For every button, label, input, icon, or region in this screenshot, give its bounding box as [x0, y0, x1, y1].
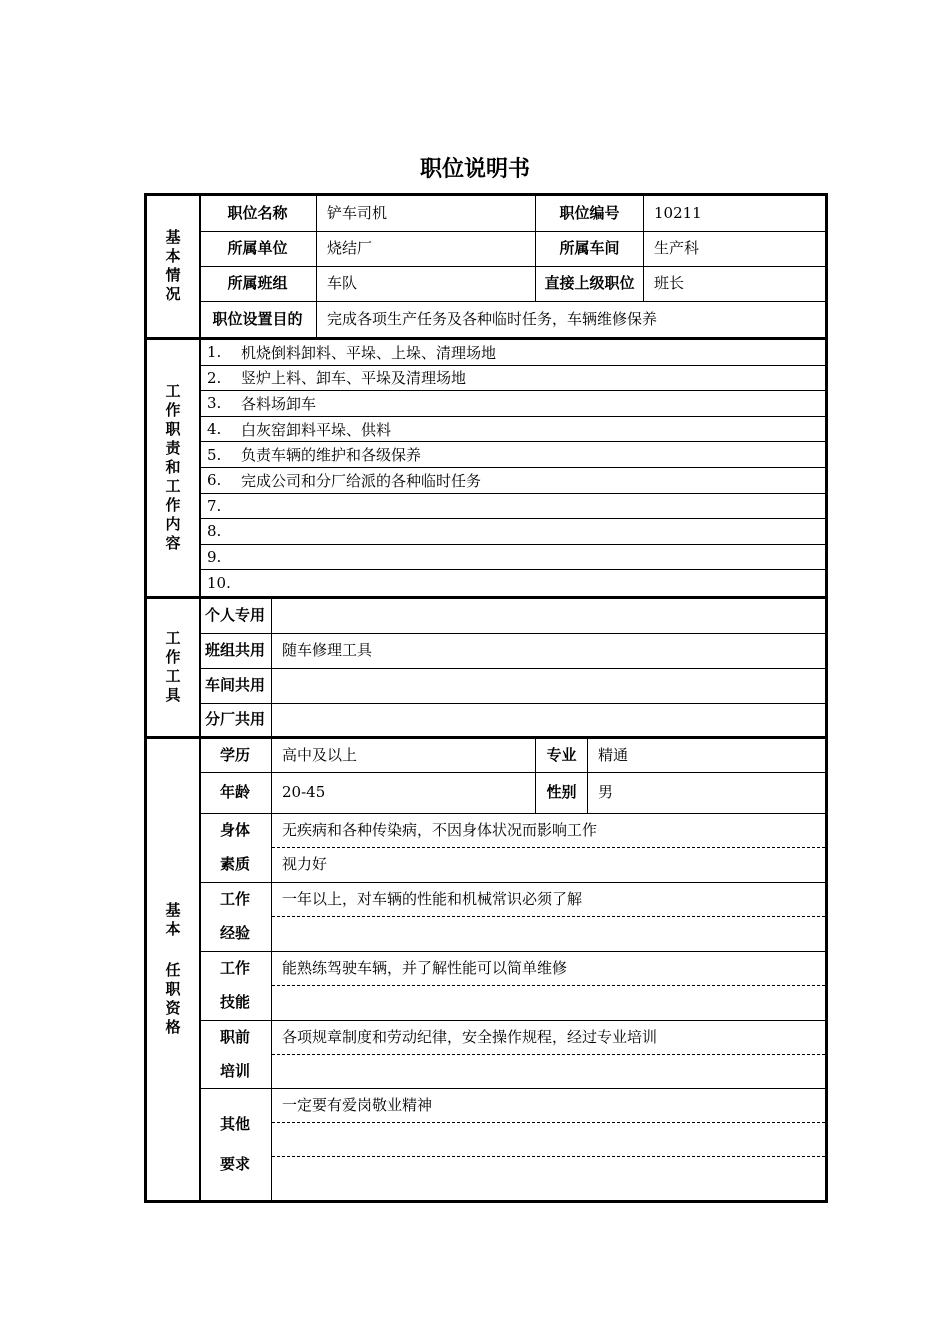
tool-value — [272, 669, 825, 703]
physical-row — [199, 814, 825, 883]
gender-label: 性别 — [536, 773, 588, 813]
physical-line: 视力好 — [282, 855, 328, 874]
experience-row — [199, 883, 825, 952]
tool-value — [272, 704, 825, 736]
skills-row — [199, 952, 825, 1021]
team-label: 所属班组 — [199, 267, 317, 301]
other-row — [199, 1089, 825, 1200]
duty-row — [199, 417, 825, 443]
purpose-label: 职位设置目的 — [199, 302, 317, 337]
duty-row — [199, 366, 825, 392]
tool-value: 随车修理工具 — [282, 641, 373, 660]
duties-section — [147, 340, 825, 599]
experience-value — [272, 883, 825, 951]
training-line — [272, 1055, 825, 1089]
page-title: 职位说明书 — [419, 157, 530, 182]
other-line — [272, 1123, 825, 1157]
skills-line: 能熟练驾驶车辆，并了解性能可以简单维修 — [272, 952, 825, 986]
tool-row-personal — [199, 599, 825, 634]
duty-row — [199, 340, 825, 366]
position-name-label: 职位名称 — [199, 196, 317, 231]
position-code-label: 职位编号 — [536, 196, 644, 231]
basic-row-3 — [199, 267, 825, 302]
duty-text: 负责车辆的维护和各级保养 — [241, 446, 422, 465]
duty-number: 8. — [207, 522, 222, 541]
basic-row-2 — [199, 232, 825, 267]
tool-label: 车间共用 — [199, 669, 272, 703]
workshop-value: 生产科 — [654, 239, 700, 258]
tools-section — [147, 599, 825, 739]
duty-number: 7. — [207, 496, 222, 515]
tool-row-factory — [199, 704, 825, 736]
tool-label: 个人专用 — [199, 599, 272, 633]
training-label: 职前 培训 — [199, 1021, 272, 1088]
tools-side-label: 工作工具 — [147, 599, 201, 736]
age-label: 年龄 — [199, 773, 272, 813]
age-value: 20-45 — [272, 773, 536, 813]
duty-number: 9. — [207, 548, 222, 567]
job-description-table — [144, 193, 828, 1203]
other-label: 其他 要求 — [199, 1089, 272, 1200]
education-value: 高中及以上 — [272, 739, 536, 772]
workshop-label: 所属车间 — [536, 232, 644, 266]
duty-text: 白灰窑卸料平垛、供料 — [241, 420, 392, 439]
basic-info-side-label: 基本情况 — [147, 196, 201, 337]
duty-number: 2. — [207, 368, 222, 387]
physical-label: 身体 素质 — [199, 814, 272, 882]
major-value: 精通 — [598, 745, 629, 764]
training-line: 各项规章制度和劳动纪律，安全操作规程，经过专业培训 — [272, 1021, 825, 1055]
duty-row — [199, 570, 825, 596]
education-row — [199, 739, 825, 773]
gender-value: 男 — [598, 783, 614, 802]
superior-value: 班长 — [654, 274, 685, 293]
unit-label: 所属单位 — [199, 232, 317, 266]
age-row — [199, 773, 825, 814]
duty-row — [199, 391, 825, 417]
physical-value — [272, 814, 825, 882]
basic-row-4 — [199, 302, 825, 337]
duty-text: 机烧倒料卸料、平垛、上垛、清理场地 — [241, 343, 497, 362]
qualifications-side-label: 基本 任职资格 — [147, 739, 201, 1200]
duty-row — [199, 442, 825, 468]
other-line — [272, 1157, 825, 1191]
duty-number: 6. — [207, 471, 222, 490]
duty-row — [199, 519, 825, 545]
duty-number: 3. — [207, 394, 222, 413]
major-label: 专业 — [536, 739, 588, 772]
duty-text: 完成公司和分厂给派的各种临时任务 — [241, 471, 482, 490]
tool-row-workshop — [199, 669, 825, 704]
physical-line: 无疾病和各种传染病，不因身体状况而影响工作 — [272, 814, 825, 848]
tool-row-team — [199, 634, 825, 669]
duty-row — [199, 494, 825, 520]
tool-label: 班组共用 — [199, 634, 272, 668]
duties-side-label: 工作职责和工作内容 — [147, 340, 201, 596]
position-name-value: 铲车司机 — [317, 196, 536, 231]
skills-label: 工作 技能 — [199, 952, 272, 1020]
education-label: 学历 — [199, 739, 272, 772]
other-line: 一定要有爱岗敬业精神 — [272, 1089, 825, 1123]
duty-row — [199, 468, 825, 494]
tool-value — [272, 599, 825, 633]
tool-label: 分厂共用 — [199, 704, 272, 736]
basic-info-section — [147, 196, 825, 340]
experience-label: 工作 经验 — [199, 883, 272, 951]
other-value — [272, 1089, 825, 1200]
training-row — [199, 1021, 825, 1089]
duty-number: 4. — [207, 420, 222, 439]
duty-text: 各料场卸车 — [241, 394, 317, 413]
superior-label: 直接上级职位 — [536, 267, 644, 301]
duty-number: 10. — [207, 574, 231, 593]
basic-row-1 — [199, 196, 825, 232]
duty-row — [199, 545, 825, 571]
unit-value: 烧结厂 — [317, 232, 536, 266]
position-code-value: 10211 — [654, 203, 702, 222]
skills-value — [272, 952, 825, 1020]
duty-number: 1. — [207, 343, 222, 362]
duty-text: 竖炉上料、卸车、平垛及清理场地 — [241, 369, 467, 388]
purpose-value: 完成各项生产任务及各种临时任务，车辆维修保养 — [327, 309, 658, 328]
experience-line: 一年以上，对车辆的性能和机械常识必须了解 — [272, 883, 825, 917]
skills-line — [272, 986, 825, 1020]
qualifications-section — [147, 739, 825, 1200]
duty-number: 5. — [207, 445, 222, 464]
team-value: 车队 — [317, 267, 536, 301]
experience-line — [272, 917, 825, 951]
training-value — [272, 1021, 825, 1088]
